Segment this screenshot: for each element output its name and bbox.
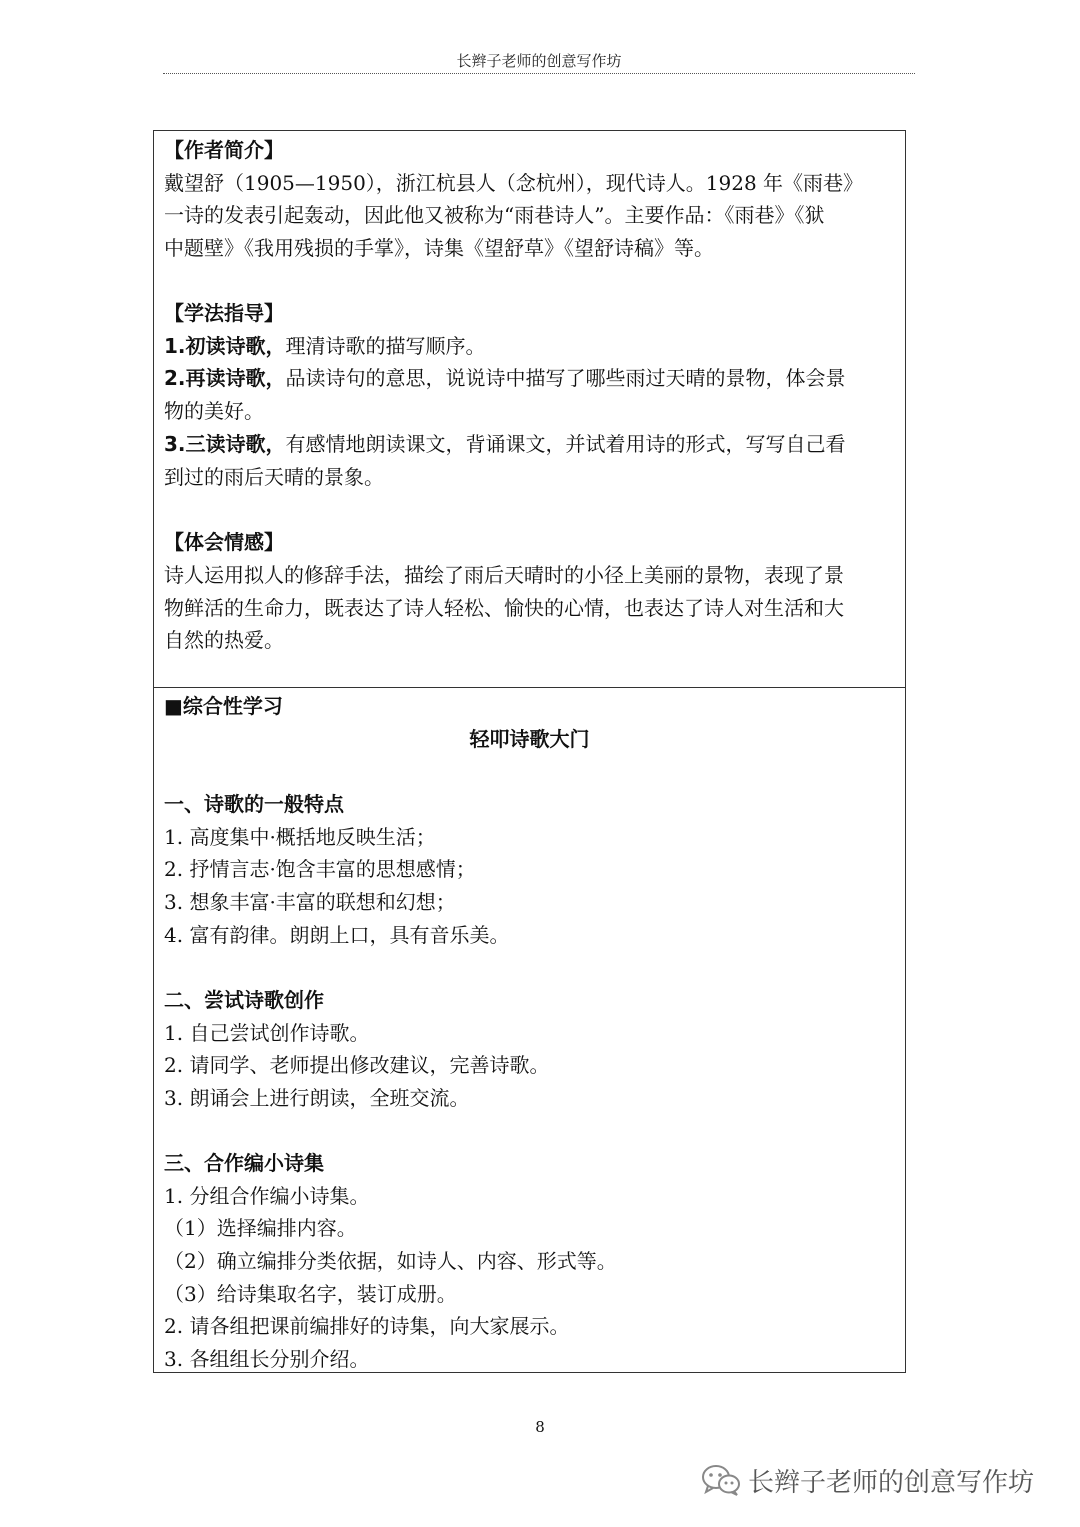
page-header: 长辫子老师的创意写作坊 bbox=[456, 52, 622, 70]
study-heading: ■综合性学习 bbox=[164, 694, 283, 718]
method-item-text: 品读诗句的意思，说说诗中描写了哪些雨过天晴的景物，体会景 bbox=[285, 366, 846, 390]
method-heading: 【学法指导】 bbox=[164, 301, 284, 325]
list-item: 1. 分组合作编小诗集。 bbox=[164, 1184, 370, 1208]
header-divider bbox=[163, 73, 915, 74]
part2-heading: 二、尝试诗歌创作 bbox=[164, 988, 324, 1012]
list-item: 3. 各组组长分别介绍。 bbox=[164, 1347, 370, 1371]
method-item bbox=[164, 362, 900, 395]
list-item: 1. 高度集中·概括地反映生活； bbox=[164, 825, 436, 849]
list-item: 1. 自己尝试创作诗歌。 bbox=[164, 1021, 370, 1045]
feeling-line: 诗人运用拟人的修辞手法，描绘了雨后天晴时的小径上美丽的景物，表现了景 bbox=[164, 563, 844, 587]
list-item: 3. 朗诵会上进行朗读，全班交流。 bbox=[164, 1086, 470, 1110]
method-item-lead: 2.再读诗歌， bbox=[164, 366, 286, 390]
method-item-text: 物的美好。 bbox=[164, 399, 264, 423]
method-item-text: 理清诗歌的描写顺序。 bbox=[285, 334, 486, 358]
list-item: 2. 请同学、老师提出修改建议，完善诗歌。 bbox=[164, 1053, 550, 1077]
watermark bbox=[700, 1458, 1060, 1502]
study-title: 轻叩诗歌大门 bbox=[469, 727, 590, 751]
method-item bbox=[164, 461, 900, 494]
method-item-lead: 3.三读诗歌， bbox=[164, 432, 286, 456]
list-item: 2. 抒情言志·饱含丰富的思想感情； bbox=[164, 857, 476, 881]
part1-heading: 一、诗歌的一般特点 bbox=[164, 792, 344, 816]
list-item: （3）给诗集取名字，装订成册。 bbox=[164, 1282, 457, 1306]
watermark-text: 长辫子老师的创意写作坊 bbox=[748, 1467, 1035, 1498]
author-line: 戴望舒（1905—1950），浙江杭县人（念杭州），现代诗人。1928 年《雨巷》 bbox=[164, 171, 864, 195]
list-item: （2）确立编排分类依据，如诗人、内容、形式等。 bbox=[164, 1249, 617, 1273]
list-item: 3. 想象丰富·丰富的联想和幻想； bbox=[164, 890, 456, 914]
method-item bbox=[164, 428, 900, 461]
author-line: 一诗的发表引起轰动，因此他又被称为“雨巷诗人”。主要作品：《雨巷》《狱 bbox=[164, 203, 825, 227]
wechat-icon bbox=[700, 1463, 742, 1497]
page-number: 8 bbox=[535, 1418, 545, 1436]
feeling-line: 自然的热爱。 bbox=[164, 628, 284, 652]
list-item: 4. 富有韵律。朗朗上口，具有音乐美。 bbox=[164, 923, 510, 947]
author-line: 中题壁》《我用残损的手掌》，诗集《望舒草》《望舒诗稿》等。 bbox=[164, 236, 714, 260]
list-item: 2. 请各组把课前编排好的诗集，向大家展示。 bbox=[164, 1314, 570, 1338]
feeling-line: 物鲜活的生命力，既表达了诗人轻松、愉快的心情，也表达了诗人对生活和大 bbox=[164, 596, 844, 620]
list-item: （1）选择编排内容。 bbox=[164, 1216, 357, 1240]
author-heading: 【作者简介】 bbox=[164, 138, 284, 162]
method-item bbox=[164, 395, 900, 428]
method-item-text: 有感情地朗读课文，背诵课文，并试着用诗的形式，写写自己看 bbox=[285, 432, 846, 456]
part3-heading: 三、合作编小诗集 bbox=[164, 1151, 324, 1175]
method-item-text: 到过的雨后天晴的景象。 bbox=[164, 465, 384, 489]
method-item-lead: 1.初读诗歌， bbox=[164, 334, 286, 358]
method-item bbox=[164, 330, 900, 363]
feeling-heading: 【体会情感】 bbox=[164, 530, 284, 554]
